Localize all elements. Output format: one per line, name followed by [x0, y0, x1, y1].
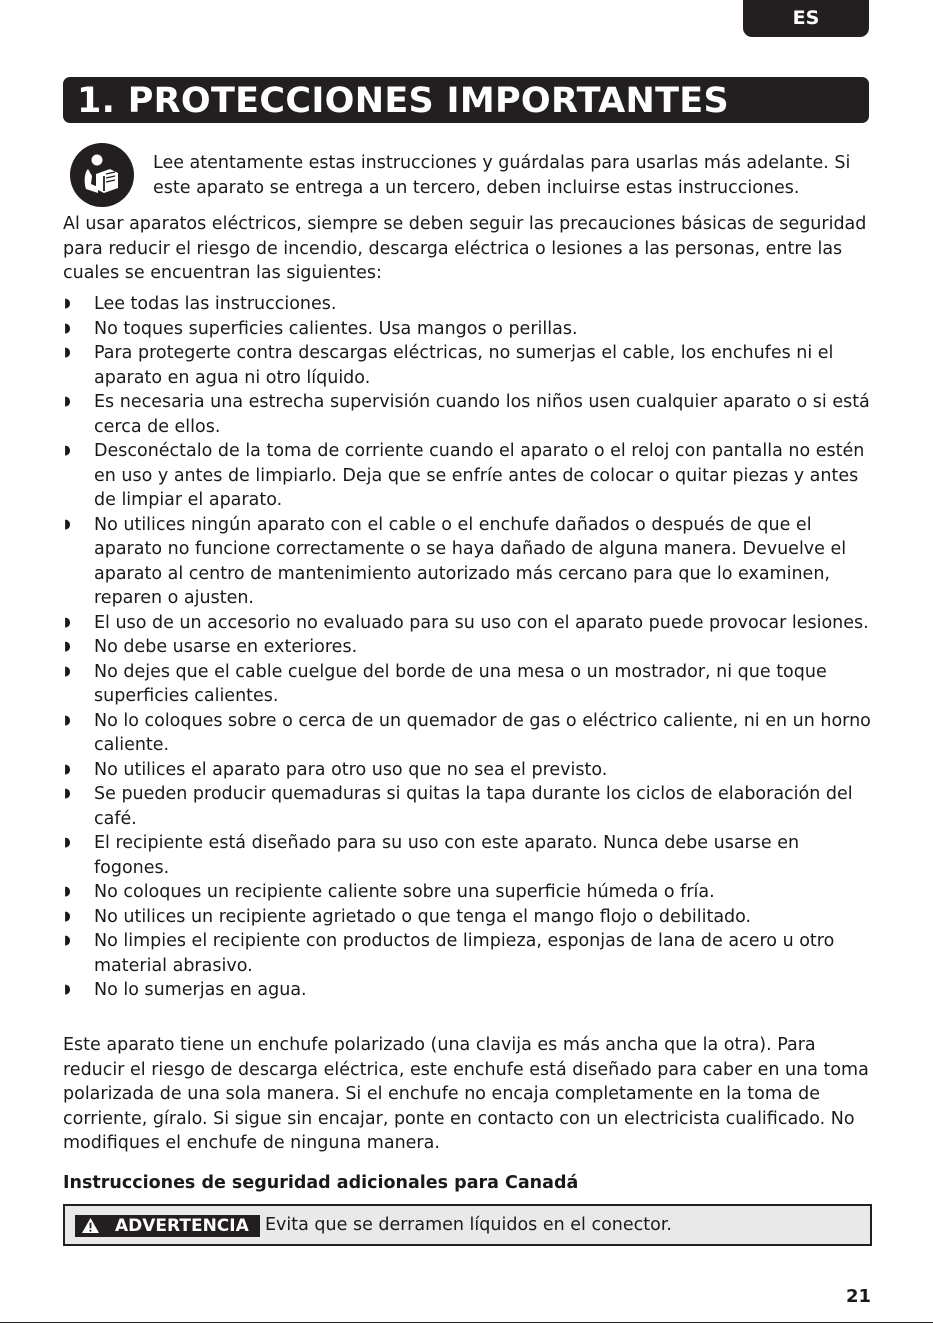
list-item: ◗ El recipiente está diseñado para su uso con este aparato. Nunca debe usarse en fogones.	[64, 833, 800, 878]
list-item: ◗ No lo sumerjas en agua.	[63, 978, 873, 1003]
warning-box	[63, 1204, 872, 1246]
warning-label: ADVERTENCIA	[75, 1215, 260, 1237]
list-item: ◗ Se pueden producir quemaduras si quitas la tapa durante los ciclos de elaboración del café.	[64, 784, 853, 829]
list-item: ◗ No dejes que el cable cuelgue del borde de una mesa o un mostrador, ni que toque superficies calientes.	[64, 661, 827, 706]
list-item: ◗ No lo coloques sobre o cerca de un quemador de gas o eléctrico caliente, ni en un horno caliente.	[64, 710, 871, 755]
bullet-marker: ◗	[64, 786, 71, 801]
manual-note: Lee atentamente estas instrucciones y guárdalas para usarlas más adelante. Si este aparato se entrega a un tercero, deben incluirse estas instrucciones.	[153, 153, 851, 198]
intro-paragraph: Al usar aparatos eléctricos, siempre se deben seguir las precauciones básicas de seguridad para reducir el riesgo de incendio, descarga eléctrica o lesiones a las personas, entre las cuales se encuentran las siguientes:	[63, 214, 867, 283]
bullet-marker: ◗	[64, 345, 71, 360]
bullet-marker: ◗	[64, 639, 71, 654]
list-item: ◗ Desconéctalo de la toma de corriente cuando el aparato o el reloj con pantalla no estén en uso y antes de limpiarlo. Deja que se enfríe antes de colocar o quitar piezas y antes de limpiar el aparato.	[64, 441, 865, 510]
bullet-marker: ◗	[64, 884, 71, 899]
list-item: ◗ El uso de un accesorio no evaluado para su uso con el aparato puede provocar lesiones.	[63, 611, 873, 636]
language-tab: ES	[743, 0, 869, 37]
bullet-marker: ◗	[64, 982, 71, 997]
warning-triangle-icon	[81, 1217, 100, 1234]
safety-list	[63, 292, 873, 1003]
bullet-marker: ◗	[64, 443, 71, 458]
bullet-marker: ◗	[64, 516, 71, 532]
bullet-marker: ◗	[64, 933, 71, 948]
bullet-marker: ◗	[64, 908, 71, 924]
bullet-marker: ◗	[64, 296, 71, 311]
bottom-rule	[0, 1322, 933, 1323]
bullet-marker: ◗	[64, 614, 71, 630]
list-item: ◗ No toques superficies calientes. Usa mangos o perillas.	[63, 317, 873, 342]
bullet-marker: ◗	[64, 761, 71, 777]
list-item: ◗ No utilices ningún aparato con el cable o el enchufe dañados o después de que el aparato no funcione correctamente o se haya dañado de alguna manera. Devuelve el aparato al centro de mantenimiento autorizado más cercano para que lo examinen, reparen o ajusten.	[64, 514, 847, 608]
bullet-marker: ◗	[64, 394, 71, 409]
bullet-marker: ◗	[64, 835, 71, 850]
list-item: ◗ No coloques un recipiente caliente sobre una superficie húmeda o fría.	[63, 880, 873, 905]
list-item: ◗ No utilices un recipiente agrietado o que tenga el mango flojo o debilitado.	[63, 905, 873, 930]
list-item: ◗ Es necesaria una estrecha supervisión cuando los niños usen cualquier aparato o si está cerca de ellos.	[64, 392, 870, 437]
page-number: 21	[846, 1286, 872, 1307]
warning-text: Evita que se derramen líquidos en el conector.	[265, 1215, 672, 1235]
list-item: ◗ Lee todas las instrucciones.	[63, 292, 873, 317]
section-title: 1. PROTECCIONES IMPORTANTES	[77, 81, 729, 121]
read-manual-icon	[70, 143, 134, 207]
polarized-plug-paragraph: Este aparato tiene un enchufe polarizado (una clavija es más ancha que la otra). Para reducir el riesgo de descarga eléctrica, este enchufe está diseñado para caber en una toma polarizada de una sola manera. Si el enchufe no encaja completamente en la toma de corriente, gíralo. Si sigue sin encajar, ponte en contacto con un electricista cualificado. No modifiques el enchufe de ninguna manera.	[63, 1035, 869, 1153]
bullet-marker: ◗	[64, 712, 71, 728]
list-item: ◗ Para protegerte contra descargas eléctricas, no sumerjas el cable, los enchufes ni el aparato en agua ni otro líquido.	[64, 343, 834, 388]
list-item: ◗ No utilices el aparato para otro uso que no sea el previsto.	[63, 758, 873, 783]
canada-subheading: Instrucciones de seguridad adicionales para Canadá	[63, 1173, 579, 1193]
bullet-marker: ◗	[64, 320, 71, 336]
bullet-marker: ◗	[64, 663, 71, 679]
list-item: ◗ No limpies el recipiente con productos de limpieza, esponjas de lana de acero u otro material abrasivo.	[64, 931, 835, 976]
section-title-bar	[63, 77, 869, 123]
list-item: ◗ No debe usarse en exteriores.	[63, 635, 873, 660]
